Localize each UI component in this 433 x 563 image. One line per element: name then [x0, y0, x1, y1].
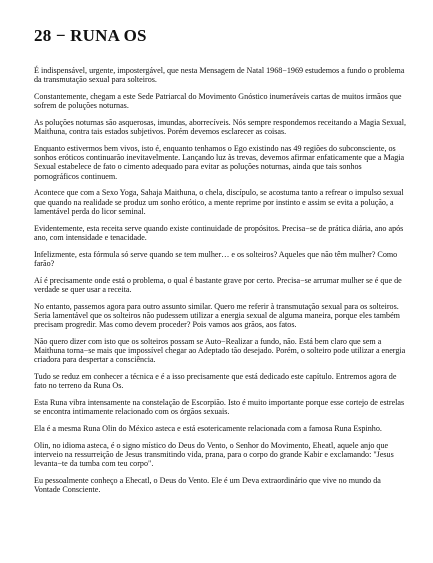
paragraph-14: Olin, no idioma asteca, é o signo místico do Deus do Vento, o Senhor do Movimento, Eheatl, aquele anjo que interveio na ressurreição de Jesus transmitindo vida, prana, para o corpo do grande Kabir e exclamando: "Jesus levanta−te da tumba com teu corpo".	[34, 440, 394, 469]
paragraph-15: Eu pessoalmente conheço a Ehecatl, o Deus do Vento. Ele é um Deva extraordinário que vive no mundo da Vontade Consciente.	[34, 476, 381, 495]
paragraph-1: É indispensável, urgente, impostergável, que nesta Mensagem de Natal 1968−1969 estudemos a fundo o problema da transmutação sexual para solteiros.	[34, 66, 405, 85]
paragraph-10: Não quero dizer com isto que os solteiros possam se Auto−Realizar a fundo, não. Está bem claro que sem a Maithuna torna−se mais que impossível chegar ao Adeptado tão desejado. Porém, o solteiro pode utilizar a energia criadora para despertar a consciência.	[34, 336, 406, 365]
paragraph-4: Enquanto estivermos bem vivos, isto é, enquanto tenhamos o Ego existindo nas 49 regiões do subconsciente, os sonhos eróticos continuarão inevitavelmente. Lançando luz às trevas, devemos afirmar enfaticamente que a Magia Sexual estabelece de fato o cimento adequado para evitar as poluções noturnas, ainda que tais sonhos pornográficos continuem.	[34, 144, 405, 181]
paragraph-13: Ela é a mesma Runa Olin do México asteca e está esotericamente relacionada com a famosa Runa Espinho.	[34, 424, 382, 434]
paragraph-6: Evidentemente, esta receita serve quando existe continuidade de propósitos. Precisa−se de prática diária, ano após ano, com intensidade e tenacidade.	[34, 223, 404, 242]
chapter-title: 28 − RUNA OS	[34, 26, 147, 45]
paragraph-2: Constantemente, chegam a este Sede Patriarcal do Movimento Gnóstico inumeráveis cartas de muitos irmãos que sofrem de poluções noturnas.	[34, 92, 402, 111]
paragraph-9: No entanto, passemos agora para outro assunto similar. Quero me referir à transmutação sexual para os solteiros. Seria lamentável que os solteiros não pudessem utilizar a energia sexual de alguma maneira, porque eles também precisam progredir. Mas como devem proceder? Pois vamos aos grãos, aos fatos.	[34, 301, 400, 330]
paragraph-11: Tudo se reduz em conhecer a técnica e é a isso precisamente que está dedicado este capítulo. Entremos agora de fato no terreno da Runa Os.	[34, 372, 397, 391]
paragraph-8: Aí é precisamente onde está o problema, o qual é bastante grave por certo. Precisa−se arrumar mulher se é que de verdade se quer usar a receita.	[34, 275, 402, 294]
paragraph-7: Infelizmente, esta fórmula só serve quando se tem mulher… e os solteiros? Aqueles que não têm mulher? Como farão?	[34, 249, 398, 268]
paragraph-5: Acontece que com a Sexo Yoga, Sahaja Maithuna, o chela, discípulo, se acostuma tanto a refrear o impulso sexual que quando na realidade se produz um sonho erótico, a mente reprime por instinto e assim se evita a polução, a lamentável perda do licor seminal.	[34, 188, 404, 216]
paragraph-3: As poluções noturnas são asquerosas, imundas, aborrecíveis. Nós sempre respondemos receitando a Magia Sexual, Maithuna, contra tais estados subjetivos. Porém devemos esclarecer as coisas.	[34, 118, 406, 137]
paragraph-12: Esta Runa vibra intensamente na constelação de Escorpião. Isto é muito importante porque esse cortejo de estrelas se encontra intimamente relacionado com os órgãos sexuais.	[34, 398, 405, 417]
